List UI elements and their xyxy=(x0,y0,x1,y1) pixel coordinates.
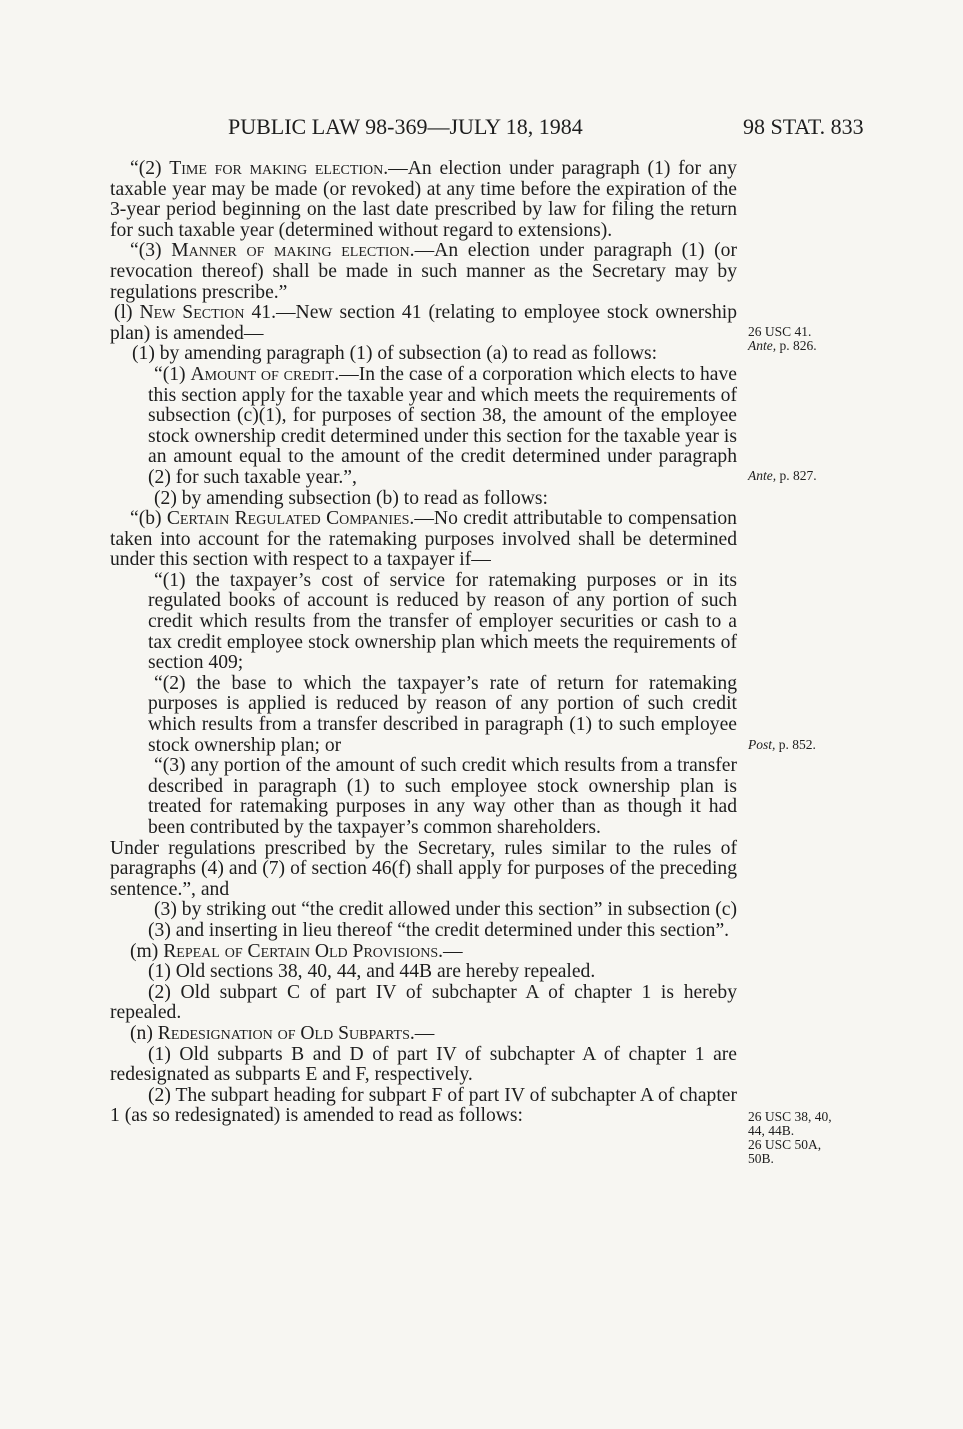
paragraph: (1) by amending paragraph (1) of subsection (a) to read as follows: xyxy=(132,343,658,365)
paragraph: (1) Old subparts B and D of part IV of subchapter A of chapter 1 are redesignated as subparts E and F, respectively. xyxy=(110,1043,737,1086)
paragraph: (m) Repeal of Certain Old Provisions.— xyxy=(130,940,463,962)
paragraph: (2) Old subpart C of part IV of subchapter A of chapter 1 is hereby repealed. xyxy=(110,981,737,1024)
paragraph: (l) New Section 41.—New section 41 (relating to employee stock ownership plan) is amended— xyxy=(110,302,737,344)
margin-note: 26 USC 41. Ante, p. 826. xyxy=(748,324,817,353)
paragraph: (1) Old sections 38, 40, 44, and 44B are hereby repealed. xyxy=(148,961,596,983)
paragraph: “(b) Certain Regulated Companies.—No credit attributable to compensation taken into account for the ratemaking purposes involved shall be determined under this section with respect to a taxpayer if— xyxy=(110,508,737,571)
paragraph: (2) The subpart heading for subpart F of part IV of subchapter A of chapter 1 (as so redesignated) is amended to read as follows: xyxy=(110,1084,737,1127)
margin-note: Ante, p. 827. xyxy=(748,468,817,483)
margin-note: Post, p. 852. xyxy=(748,737,816,752)
page-header xyxy=(0,114,963,144)
paragraph: “(3) any portion of the amount of such credit which results from a transfer described in paragraph (1) to such employee stock ownership plan is treated for ratemaking purposes in any way other than as though it had been contributed by the taxpayer’s common shareholders. xyxy=(148,755,737,838)
header-title: PUBLIC LAW 98-369—JULY 18, 1984 xyxy=(228,114,583,139)
paragraph: “(1) Amount of credit.—In the case of a corporation which elects to have this section apply for the taxable year and which meets the requirements of subsection (c)(1), for purposes of section 38, the amount of the employee stock ownership credit determined under this section for the taxable year is an amount equal to the amount of the credit determined under paragraph (2) for such taxable year.”, xyxy=(148,363,737,488)
paragraph: “(3) Manner of making election.—An election under paragraph (1) (or revocation thereof) shall be made in such manner as the Secretary may by regulations prescribe.” xyxy=(110,240,737,303)
paragraph: “(2) the base to which the taxpayer’s rate of return for ratemaking purposes is applied is reduced by reason of any portion of such credit which results from a transfer described in paragraph (1) to such employee stock ownership plan; or xyxy=(148,672,737,756)
margin-note: 26 USC 38, 40, 44, 44B. 26 USC 50A, 50B. xyxy=(748,1109,832,1166)
body-text xyxy=(110,159,737,1127)
paragraph: Under regulations prescribed by the Secretary, rules similar to the rules of paragraphs (4) and (7) of section 46(f) shall apply for purposes of the preceding sentence.”, and xyxy=(110,837,737,900)
header-page-ref: 98 STAT. 833 xyxy=(743,114,864,139)
paragraph: “(2) Time for making election.—An election under paragraph (1) for any taxable year may be made (or revoked) at any time before the expiration of the 3-year period beginning on the last date prescribed by law for filing the return for such taxable year (determined without regard to extensions). xyxy=(110,158,737,241)
paragraph: (n) Redesignation of Old Subparts.— xyxy=(130,1022,435,1044)
paragraph: (2) by amending subsection (b) to read as follows: xyxy=(154,487,548,509)
paragraph: (3) by striking out “the credit allowed under this section” in subsection (c)(3) and inserting in lieu thereof “the credit determined under this section”. xyxy=(148,899,737,941)
paragraph: “(1) the taxpayer’s cost of service for ratemaking purposes or in its regulated books of account is reduced by reason of any portion of such credit which results from the transfer of employer securities or cash to a tax credit employee stock ownership plan which meets the requirements of section 409; xyxy=(148,569,737,674)
